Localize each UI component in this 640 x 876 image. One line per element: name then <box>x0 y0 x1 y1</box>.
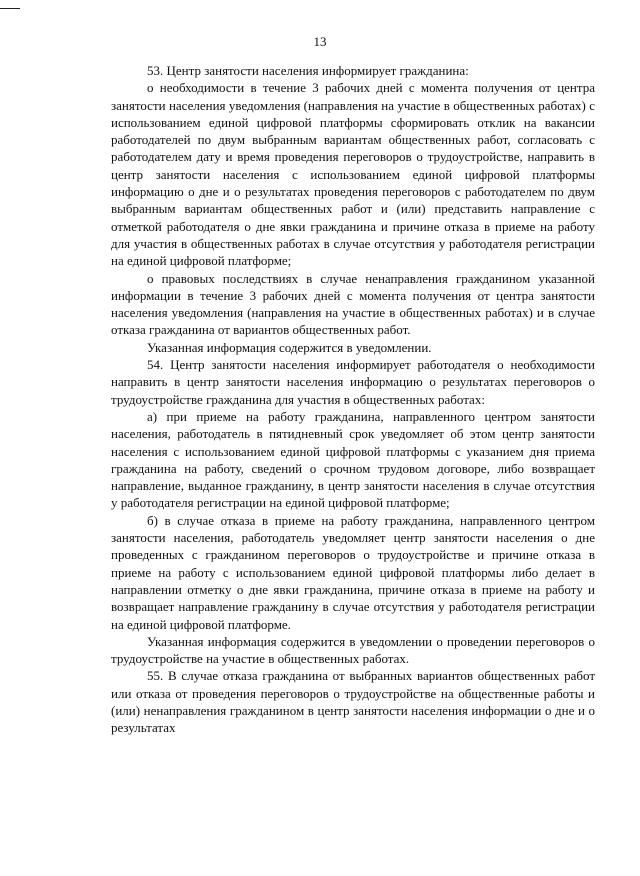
paragraph-54-item-a: а) при приеме на работу гражданина, направленного центром занятости населения, работодатель в пятидневный срок уведомляет об этом центр занятости населения с использованием единой цифровой платформы с указанием дня приема гражданина на работу, сведений о срочном трудовом договоре, либо возвращает направление, выданное гражданину, в центр занятости населения в случае отсутствия у работодателя регистрации на единой цифровой платформе; <box>111 408 595 511</box>
corner-line-mark <box>0 8 20 9</box>
paragraph-54-item-b: б) в случае отказа в приеме на работу гражданина, направленного центром занятости населения, работодатель уведомляет центр занятости населения о дне проведенных с гражданином переговоров о трудоустройстве и причине отказа в приеме на работу с использованием единой цифровой платформы либо делает в направлении отметку о дне явки гражданина, причине отказа в приеме на работу и возвращает направление гражданину в случае отсутствия у работодателя регистрации на единой цифровой платформе. <box>111 512 595 632</box>
paragraph-53-note: Указанная информация содержится в уведомлении. <box>147 339 432 355</box>
paragraph-55: 55. В случае отказа гражданина от выбранных вариантов общественных работ или отказа от проведения переговоров о трудоустройстве на общественные работы и (или) ненаправления гражданином в центр занятости населения информации о дне и о результатах <box>111 668 595 736</box>
document-body <box>111 62 595 737</box>
paragraph-53-heading: 53. Центр занятости населения информирует гражданина: <box>147 63 469 78</box>
page-number: 13 <box>313 34 327 49</box>
paragraph-53-necessity: о необходимости в течение 3 рабочих дней с момента получения от центра занятости населения уведомления (направления на участие в общественных работах) с использованием единой цифровой платформы сформировать отклик на вакансии работодателей по двум выбранным вариантам общественных работ, согласовать с работодателем дату и время проведения переговоров о трудоустройстве, направить в центр занятости населения с использованием единой цифровой платформы информацию о дне и о результатах проведения переговоров с работодателем по двум выбранным вариантам общественных работ и (или) представить направление с отметкой работодателя о дне явки гражданина и причине отказа в приеме на работу для участия в общественных работах в случае отсутствия у работодателя регистрации на единой цифровой платформе; <box>111 80 595 269</box>
paragraph-54-note: Указанная информация содержится в уведомлении о проведении переговоров о трудоустройстве на участие в общественных работах. <box>111 633 595 667</box>
paragraph-54-heading: 54. Центр занятости населения информирует работодателя о необходимости направить в центр занятости населения информацию о результатах переговоров о трудоустройстве гражданина для участия в общественных работах: <box>111 357 595 407</box>
paragraph-53-consequences: о правовых последствиях в случае ненаправления гражданином указанной информации в течение 3 рабочих дней с момента получения от центра занятости населения уведомления (направления на участие в общественных работах) и в случае отказа гражданина от вариантов общественных работ. <box>111 270 595 338</box>
